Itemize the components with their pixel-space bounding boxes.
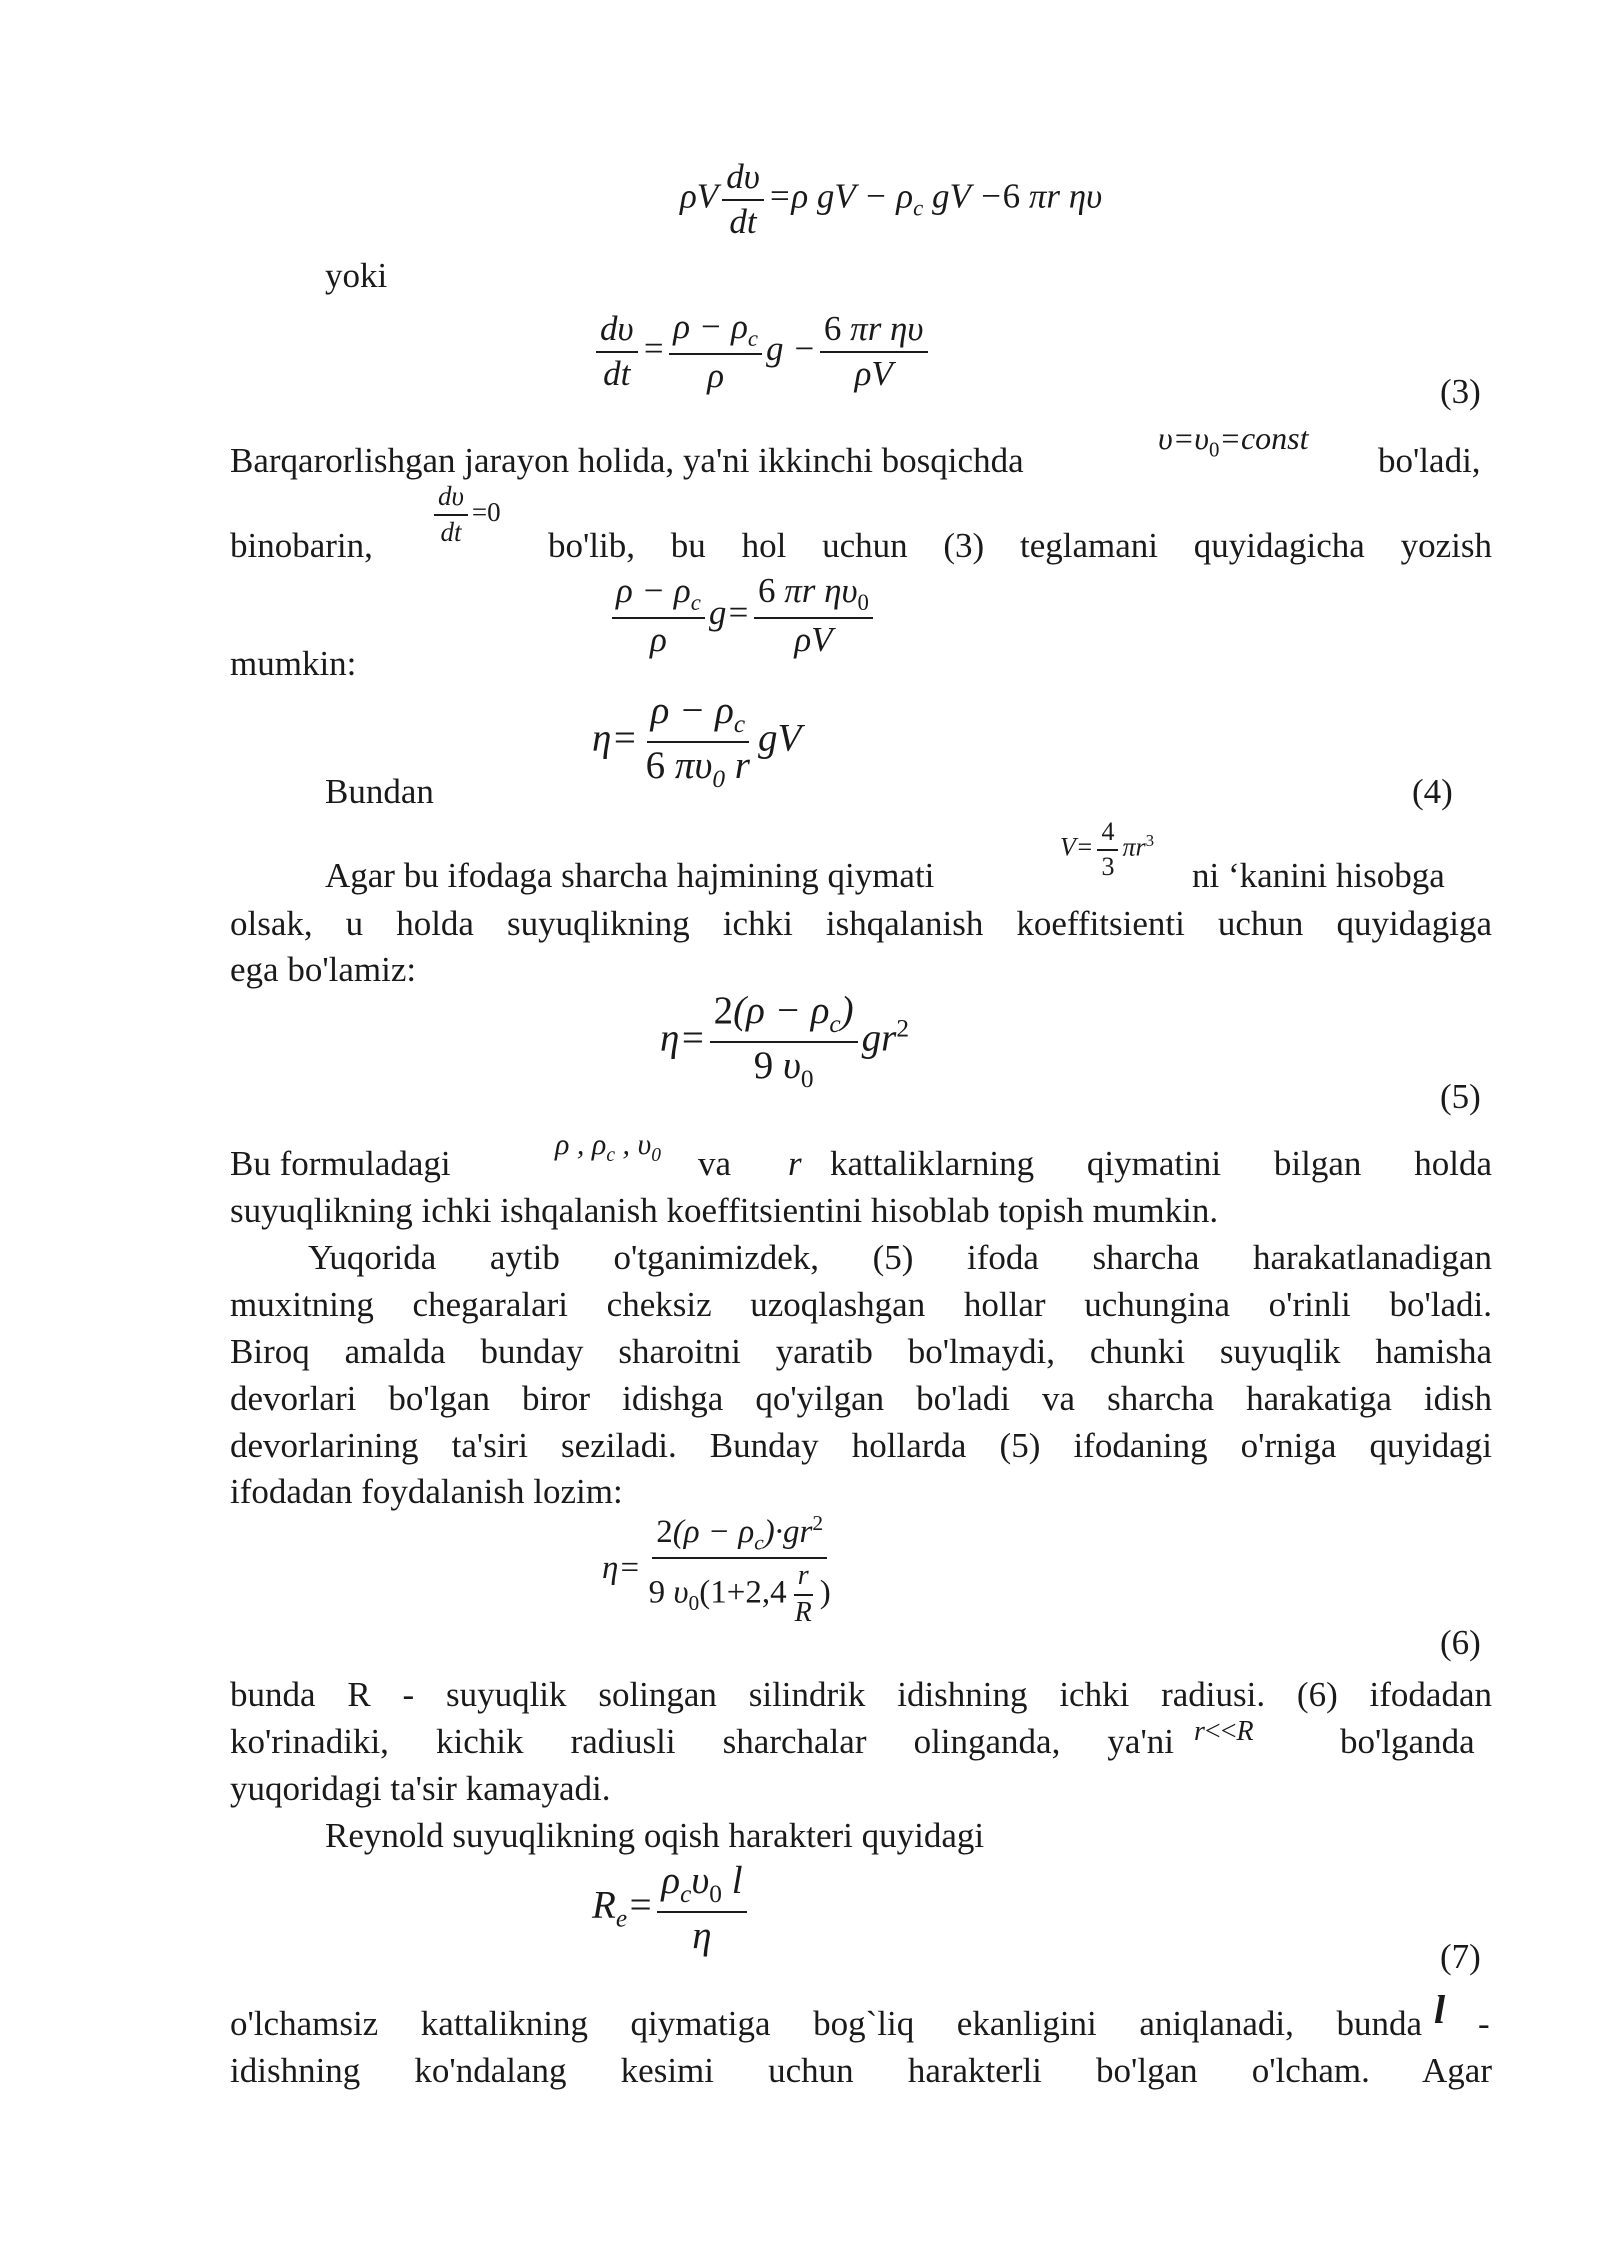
- text-yuqoridagi-tasir: yuqoridagi ta'sir kamayadi.: [230, 1769, 611, 1808]
- equation-number-6: (6): [1440, 1623, 1481, 1662]
- equation-motion: ρV $\frac{d\upsilon}{dt}$ =ρ gV − $\rho_c$ gV −6 πr ηυ: [680, 157, 1103, 241]
- text-yuqorida-2: muxitning chegaralari cheksiz uzoqlashgan hollar uchungina o'rinli bo'ladi.: [230, 1285, 1492, 1324]
- text-olchamsiz: o'lchamsiz kattalikning qiymatiga bog`liq ekanligini aniqlanadi, bunda: [230, 2004, 1422, 2043]
- text-yuqorida-4: devorlari bo'lgan biror idishga qo'yilgan bo'ladi va sharcha harakatiga idish: [230, 1379, 1492, 1418]
- text-suyuqlik1: suyuqlikning ichki ishqalanish koeffitsientini hisoblab topish mumkin.: [230, 1191, 1219, 1230]
- text-boladi: bo'ladi,: [1378, 441, 1481, 480]
- text-olsak: olsak, u holda suyuqlikning ichki ishqalanish koeffitsienti uchun quyidagiga: [230, 904, 1492, 943]
- equation-volume: V= $\frac{4}{3}$ $\pi r^3$: [1060, 817, 1155, 881]
- text-bundan: Bundan: [325, 772, 434, 811]
- text-binobarin: binobarin,: [230, 526, 373, 565]
- text-idishning: idishning ko'ndalang kesimi uchun harakterli bo'lgan o'lcham. Agar: [230, 2051, 1492, 2090]
- text-bunda-R: bunda R - suyuqlik solingan silindrik idishning ichki radiusi. (6) ifodadan: [230, 1675, 1492, 1714]
- text-yuqorida-6: ifodadan foydalanish lozim:: [230, 1472, 623, 1511]
- text-reynold: Reynold suyuqlikning oqish harakteri quyidagi: [325, 1816, 985, 1855]
- equation-3: $\frac{d\upsilon}{dt}$ = $\frac{\rho - \rho_c}{\rho}$ g − $\frac{\text{6 πr ηυ}}{\rho V}$: [592, 308, 932, 396]
- equation-7: $R_e=$ $\frac{\rho_c\upsilon_0 l}{\eta}$: [592, 1860, 751, 1958]
- equation-variables: ρ , $\rho_c$ , $\upsilon_0$: [555, 1128, 661, 1166]
- equation-number-7: (7): [1440, 1937, 1481, 1976]
- equation-6: η= $2(\rho - \rho_c)\cdot gr^2$ 9 $\upsilon_0(1+2,4$ $\frac{r}{R}$ ): [602, 1511, 831, 1628]
- text-yuqorida-1: Yuqorida aytib o'tganimizdek, (5) ifoda sharcha harakatlanadigan: [308, 1238, 1492, 1277]
- equation-steady: $\frac{\rho - \rho_c}{\rho}$ g= $\frac{6 \pi r \eta\upsilon_0}{\rho V}$: [608, 572, 877, 660]
- text-kanini: ni ‘kanini hisobga: [1192, 856, 1445, 895]
- variable-r: r: [788, 1144, 802, 1183]
- text-bolganda: bo'lganda: [1340, 1722, 1475, 1761]
- text-korinadiki: ko'rinadiki, kichik radiusli sharchalar olinganda, ya'ni: [230, 1722, 1174, 1761]
- equation-number-4: (4): [1412, 772, 1453, 811]
- text-bu-formula: Bu formuladagi: [230, 1144, 451, 1183]
- text-yuqorida-5: devorlarining ta'siri seziladi. Bunday hollarda (5) ifodaning o'rniga quyidagi: [230, 1426, 1492, 1465]
- equation-const: $\upsilon=\upsilon_0=const$: [1158, 420, 1309, 462]
- text-va: va: [698, 1144, 732, 1183]
- text-bolib: bo'lib, bu hol uchun (3) teglamani quyidagicha yozish: [548, 526, 1492, 565]
- text-yuqorida-3: Biroq amalda bunday sharoitni yaratib bo'lmaydi, chunki suyuqlik hamisha: [230, 1332, 1492, 1371]
- equation-5: η= $\frac{2(\rho - \rho_c)}{9 \upsilon_0}$ $gr^2$: [660, 989, 910, 1093]
- equation-number-5: (5): [1440, 1077, 1481, 1116]
- equation-number-3: (3): [1440, 372, 1481, 411]
- text-barqaror: Barqarorlishgan jarayon holida, ya'ni ikkinchi bosqichda: [230, 441, 1024, 480]
- text-mumkin: mumkin:: [230, 644, 357, 683]
- equation-4: η= $\frac{\rho - \rho_c}{6 \pi\upsilon_0 r}$ gV: [592, 689, 802, 793]
- variable-l: l: [1434, 1987, 1446, 2032]
- text-kattaliklarning: kattaliklarning qiymatini bilgan holda: [830, 1144, 1492, 1183]
- text-yoki: yoki: [325, 256, 388, 295]
- text-ega: ega bo'lamiz:: [230, 950, 417, 989]
- text-agar: Agar bu ifodaga sharcha hajmining qiymati: [325, 856, 935, 895]
- equation-dvdt-zero: $\frac{d\upsilon}{dt}$ =0: [430, 482, 501, 547]
- equation-r-much-less-R: r<<R: [1194, 1716, 1254, 1747]
- text-dash: -: [1478, 2004, 1490, 2043]
